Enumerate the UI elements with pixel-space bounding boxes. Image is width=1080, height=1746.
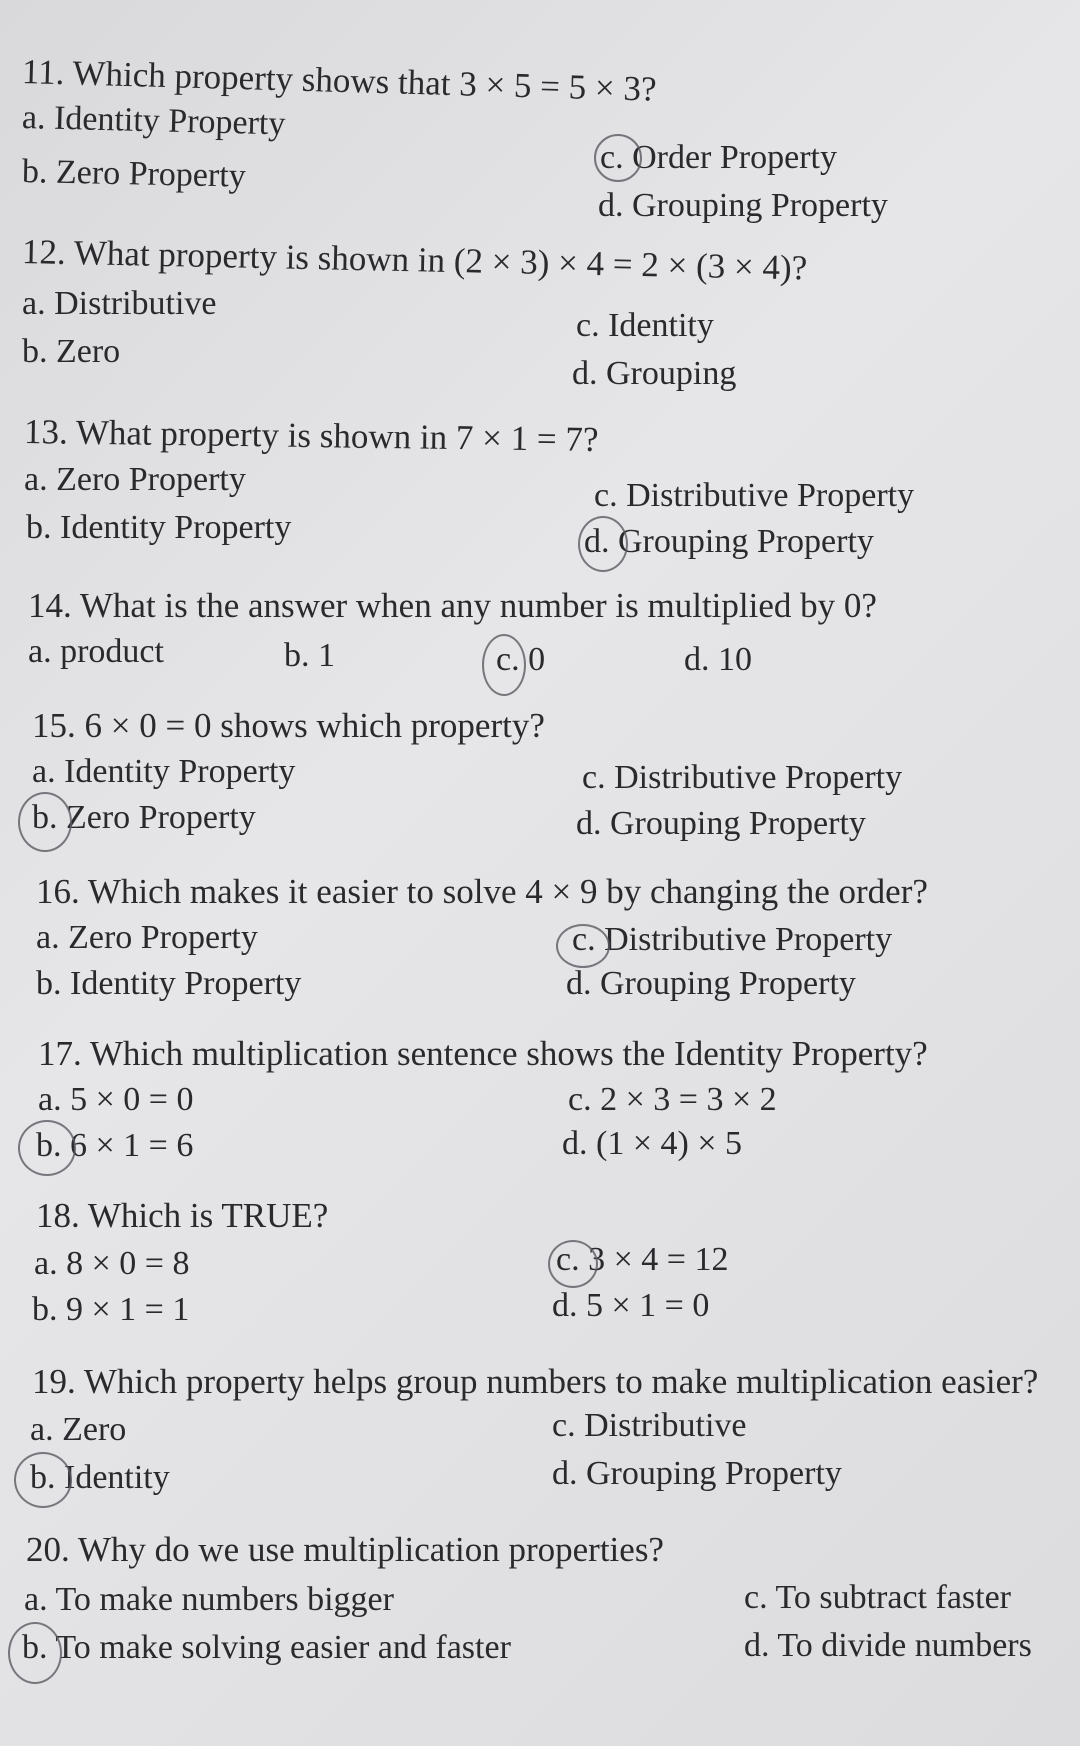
option-d: d. To divide numbers xyxy=(744,1627,1032,1664)
option-c: c. 3 × 4 = 12 xyxy=(556,1241,729,1278)
option-b: b. Zero Property xyxy=(21,153,247,195)
question-stem: 18. Which is TRUE? xyxy=(36,1196,329,1235)
question-stem: 12. What property is shown in (2 × 3) × 4 = 2 × (3 × 4)? xyxy=(21,232,808,288)
option-b: b. 6 × 1 = 6 xyxy=(36,1127,194,1164)
option-b: b. Identity xyxy=(30,1459,170,1496)
option-a: a. Zero xyxy=(30,1411,127,1448)
option-b: b. Identity Property xyxy=(26,509,292,546)
option-c: c. Distributive Property xyxy=(582,759,903,796)
option-d: d. Grouping Property xyxy=(566,965,856,1002)
option-c: c. 2 × 3 = 3 × 2 xyxy=(568,1081,777,1118)
option-c: c. To subtract faster xyxy=(744,1579,1012,1616)
option-d: d. (1 × 4) × 5 xyxy=(562,1125,742,1162)
answer-circle-mark xyxy=(482,634,526,696)
option-a: a. Distributive xyxy=(22,285,217,322)
option-b: b. Zero xyxy=(22,333,121,370)
option-d: d. 10 xyxy=(684,641,752,678)
option-a: a. Zero Property xyxy=(36,919,258,956)
option-d: d. Grouping xyxy=(572,355,737,392)
answer-circle-mark xyxy=(594,134,642,182)
answer-circle-mark xyxy=(8,1622,62,1684)
option-a: a. Identity Property xyxy=(21,99,286,143)
answer-circle-mark xyxy=(556,924,610,968)
answer-circle-mark xyxy=(18,1120,76,1176)
question-stem: 17. Which multiplication sentence shows the Identity Property? xyxy=(38,1034,928,1073)
question-stem: 15. 6 × 0 = 0 shows which property? xyxy=(32,706,545,745)
option-d: d. Grouping Property xyxy=(584,523,874,560)
question-stem: 14. What is the answer when any number is multiplied by 0? xyxy=(28,586,877,625)
option-b: b. 9 × 1 = 1 xyxy=(32,1291,190,1328)
option-b: b. To make solving easier and faster xyxy=(22,1629,511,1666)
option-a: a. Identity Property xyxy=(32,753,296,790)
answer-circle-mark xyxy=(14,1452,72,1508)
option-c: c. Distributive xyxy=(552,1407,747,1444)
answer-circle-mark xyxy=(18,792,72,852)
question-stem: 20. Why do we use multiplication properties? xyxy=(26,1530,664,1569)
option-a: a. 5 × 0 = 0 xyxy=(38,1081,194,1118)
option-a: a. To make numbers bigger xyxy=(24,1581,394,1618)
option-a: a. 8 × 0 = 8 xyxy=(34,1245,190,1282)
option-d: d. 5 × 1 = 0 xyxy=(552,1287,710,1324)
option-b: b. 1 xyxy=(284,637,335,674)
option-a: a. product xyxy=(28,633,164,670)
option-c: c. 0 xyxy=(496,641,546,678)
option-d: d. Grouping Property xyxy=(552,1455,842,1492)
answer-circle-mark xyxy=(548,1240,598,1288)
option-d: d. Grouping Property xyxy=(598,187,888,224)
option-b: b. Zero Property xyxy=(32,799,256,836)
option-b: b. Identity Property xyxy=(36,965,302,1002)
option-d: d. Grouping Property xyxy=(576,805,866,842)
question-stem: 11. Which property shows that 3 × 5 = 5 × 3? xyxy=(21,52,658,109)
question-stem: 13. What property is shown in 7 × 1 = 7? xyxy=(23,412,599,460)
option-c: c. Distributive Property xyxy=(572,921,893,958)
option-c: c. Identity xyxy=(576,307,714,344)
answer-circle-mark xyxy=(578,516,628,572)
option-c: c. Distributive Property xyxy=(594,477,915,514)
question-stem: 16. Which makes it easier to solve 4 × 9 by changing the order? xyxy=(36,872,928,911)
question-stem: 19. Which property helps group numbers to make multiplication easier? xyxy=(32,1362,1039,1401)
option-a: a. Zero Property xyxy=(24,461,246,498)
option-c: c. Order Property xyxy=(600,139,837,176)
